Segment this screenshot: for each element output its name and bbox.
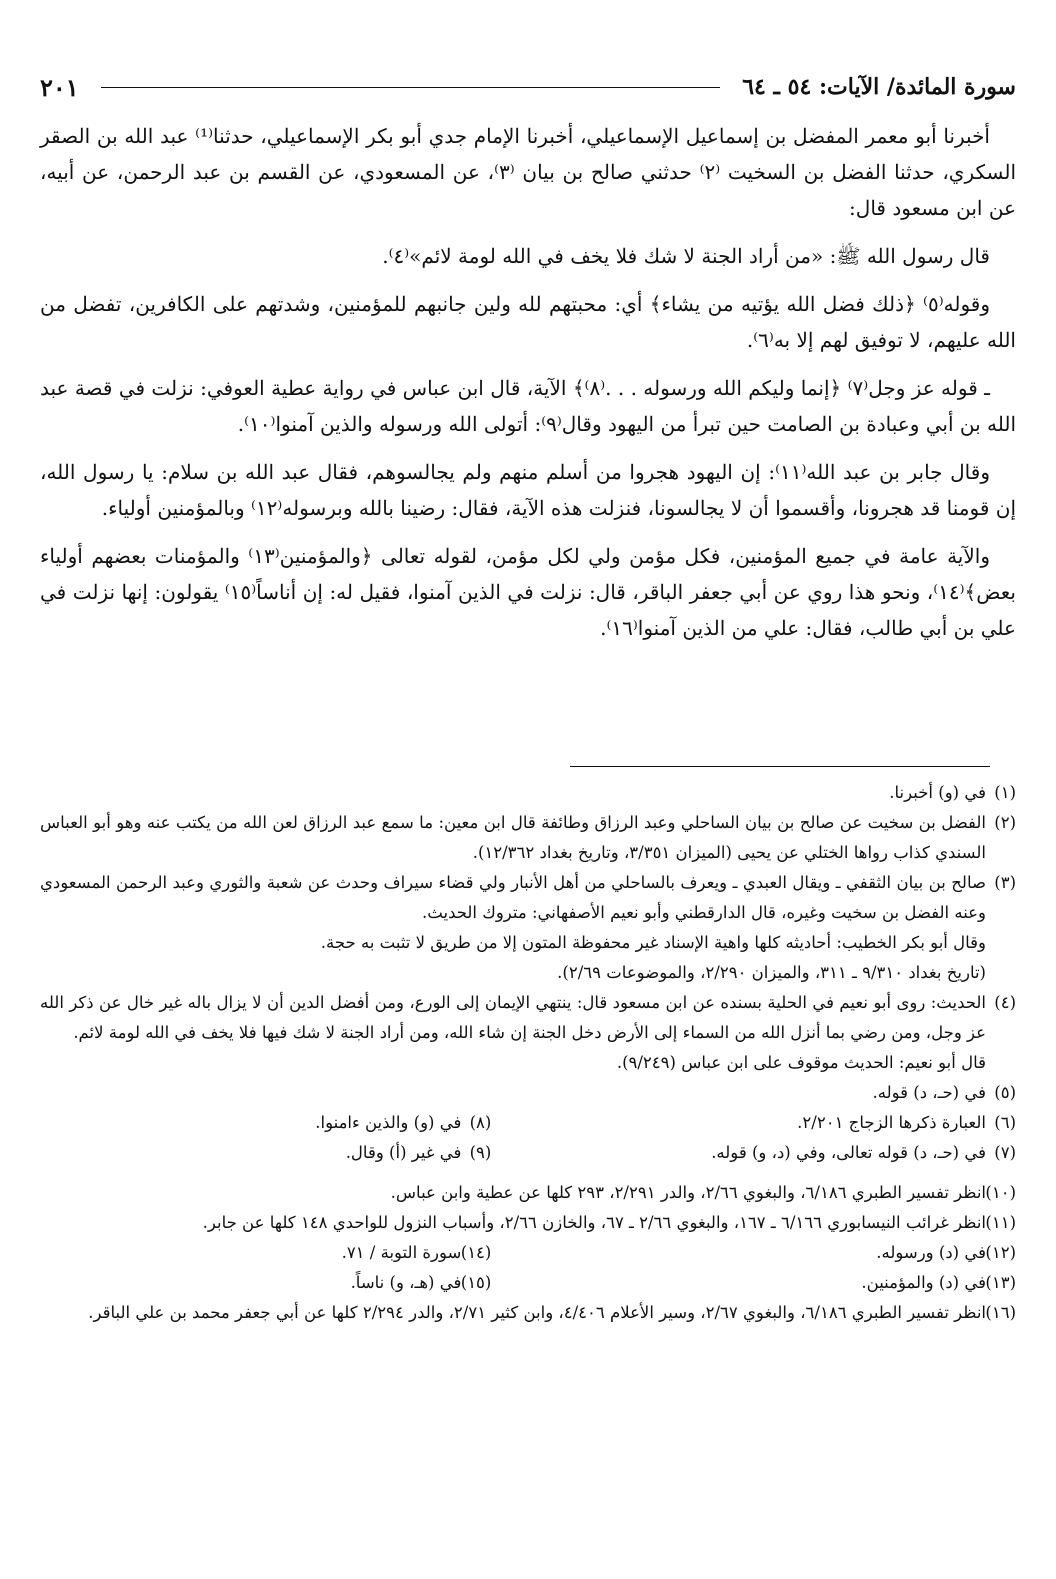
- footnote: [40, 1268, 491, 1298]
- footnote-text: صالح بن بيان الثقفي ـ ويقال العبدي ـ ويعرف بالساحلي من أهل الأنبار ولي قضاء سيراف وحدث عن شعبة والثوري وعبد الرحمن المسعودي وعنه الفضل بن سخيت وغيره، قال الدارقطني وأبو نعيم الأصفهاني: متروك الحديث.: [40, 873, 986, 922]
- footnote-number: (٨): [469, 1113, 492, 1132]
- footnote-row: [40, 1138, 1016, 1168]
- footnote-row: [40, 1268, 1016, 1298]
- footnote: [40, 778, 1016, 808]
- footnote-text: العبارة ذكرها الزجاج ٢/٢٠١.: [797, 1113, 986, 1132]
- paragraph: أخبرنا أبو معمر المفضل بن إسماعيل الإسماعيلي، أخبرنا الإمام جدي أبو بكر الإسماعيلي، حدثنا⁽¹⁾ عبد الله بن الصقر السكري، حدثنا الفضل بن السخيت ⁽٢⁾ حدثني صالح بن بيان ⁽٣⁾، عن المسعودي، عن القسم بن عبد الرحمن، عن أبيه، عن ابن مسعود قال:: [40, 124, 1017, 220]
- footnote-text: في (حـ، د) قوله تعالى، وفي (د، و) قوله.: [711, 1143, 986, 1162]
- footnote: [40, 808, 1016, 868]
- footnote-number: (٦): [994, 1113, 1016, 1132]
- footnote-text: في (و) والذين ءامنوا.: [315, 1113, 462, 1132]
- footnote-number: (٢): [994, 813, 1016, 832]
- footnote: [40, 1178, 1016, 1208]
- paragraph: وقوله⁽٥⁾ ﴿ذلك فضل الله يؤتيه من يشاء﴾ أي: محبتهم لله ولين جانبهم للمؤمنين، وشدتهم على الكافرين، تفضل من الله عليهم، لا توفيق لهم إلا به⁽٦⁾.: [40, 292, 1016, 352]
- footnote-text: في (د) والمؤمنين.: [861, 1273, 986, 1292]
- footnote-text: الفضل بن سخيت عن صالح بن بيان الساحلي وعبد الرزاق وطائفة قال ابن معين: ما سمع عبد الرزاق لعن الله من يكتب عنه وهو أبو العباس السندي كذاب رواها الختلي عن يحيى (الميزان ٣/٣٥١، وتاريخ بغداد ١٢/٣٦٢).: [40, 813, 986, 862]
- footnote: [40, 1108, 491, 1138]
- page-number: ٢٠١: [40, 72, 79, 102]
- footnote-number: (١٥): [460, 1273, 492, 1292]
- footnote: [491, 1268, 1016, 1298]
- footnote: [40, 1078, 1016, 1108]
- footnote-number: (٤): [994, 993, 1016, 1012]
- footnote-continuation: وقال أبو بكر الخطيب: أحاديثه كلها واهية الإسناد غير محفوظة المتون إلا من طريق لا تثبت به حجة.: [320, 933, 986, 952]
- footnote-text: في (هـ، و) ناساً.: [350, 1273, 462, 1292]
- paragraph: وقال جابر بن عبد الله⁽١١⁾: إن اليهود هجروا من أسلم منهم ولم يجالسوهم، فقال عبد الله بن سلام: يا رسول الله، إن قومنا قد هجرونا، وأقسموا أن لا يجالسونا، فنزلت هذه الآية، فقال: رضينا بالله وبرسوله⁽١٢⁾ وبالمؤمنين أولياء.: [40, 460, 1016, 520]
- footnote: [40, 988, 1016, 1048]
- footnote-number: (١٦): [985, 1303, 1016, 1322]
- footnote-text: انظر غرائب النيسابوري ٦/١٦٦ ـ ١٦٧، والبغوي ٢/٦٦ ـ ٦٧، والخازن ٢/٦٦، وأسباب النزول للواحدي ١٤٨ كلها عن جابر.: [202, 1213, 986, 1232]
- paragraph: ـ قوله عز وجل⁽٧⁾ ﴿إنما وليكم الله ورسوله . . .⁽٨⁾﴾ الآية، قال ابن عباس في رواية عطية العوفي: نزلت في قصة عبد الله بن أبي وعبادة بن الصامت حين تبرأ من اليهود وقال⁽٩⁾: أتولى الله ورسوله والذين آمنوا⁽١٠⁾.: [40, 376, 1016, 436]
- footnote: [40, 1298, 1016, 1328]
- footnote-number: (١٤): [460, 1243, 492, 1262]
- footnote-number: (٣): [994, 873, 1016, 892]
- footnote: [40, 1238, 491, 1268]
- footnote-row: [40, 1238, 1016, 1268]
- footnote: [491, 1138, 1016, 1168]
- footnote-number: (٩): [469, 1143, 492, 1162]
- footnote-continuation: قال أبو نعيم: الحديث موقوف على ابن عباس (٩/٢٤٩).: [616, 1053, 986, 1072]
- footnote-text: في (د) ورسوله.: [876, 1243, 986, 1262]
- main-text: [40, 118, 1016, 658]
- footnote-number: (٥): [994, 1083, 1016, 1102]
- footnote: [491, 1108, 1016, 1138]
- footnote-number: (٧): [994, 1143, 1016, 1162]
- footnote-row: [40, 1108, 1016, 1138]
- footnote-number: (١٣): [985, 1273, 1016, 1292]
- footnote: [40, 1208, 1016, 1238]
- footnote-continuation: (تاريخ بغداد ٩/٣١٠ ـ ٣١١، والميزان ٢/٢٩٠، والموضوعات ٢/٦٩).: [557, 963, 986, 982]
- footnote-separator: [570, 766, 990, 767]
- footnote-text: في غير (أ) وقال.: [345, 1143, 462, 1162]
- footnote-number: (١٢): [985, 1243, 1016, 1262]
- footnotes: [40, 778, 1016, 1328]
- footnote-text: في (و) أخبرنا.: [889, 783, 986, 802]
- running-header: [40, 70, 1016, 104]
- footnote-number: (١١): [985, 1213, 1016, 1232]
- header-rule: [101, 87, 721, 88]
- footnote: [40, 1138, 491, 1168]
- footnote-text: في (حـ، د) قوله.: [872, 1083, 986, 1102]
- paragraph: قال رسول الله ﷺ: «من أراد الجنة لا شك فلا يخف في الله لومة لائم»⁽٤⁾.: [382, 244, 990, 268]
- footnote-text: الحديث: روى أبو نعيم في الحلية بسنده عن ابن مسعود قال: ينتهي الإيمان إلى الورع، ومن أفضل الدين أن لا يزال باله غير خال عن ذكر الله عز وجل، ومن رضي بما أنزل الله من السماء إلى الأرض دخل الجنة إن شاء الله، ومن أراد الجنة لا شك فيها فلا يخف في الله لومة لائم.: [40, 993, 986, 1042]
- footnote-text: سورة التوبة / ٧١.: [341, 1243, 462, 1262]
- paragraph: والآية عامة في جميع المؤمنين، فكل مؤمن ولي لكل مؤمن، لقوله تعالى ﴿والمؤمنين⁽١٣⁾ والمؤمنات بعضهم أولياء بعض﴾⁽١٤⁾، ونحو هذا روي عن أبي جعفر الباقر، قال: نزلت في الذين آمنوا، فقيل له: إن أناساً⁽١٥⁾ يقولون: إنها نزلت في علي بن أبي طالب، فقال: علي من الذين آمنوا⁽١٦⁾.: [40, 544, 1016, 640]
- header-title: سورة المائدة/ الآيات: ٥٤ ـ ٦٤: [742, 74, 1016, 100]
- footnote-text: انظر تفسير الطبري ٦/١٨٦، والبغوي ٢/٦٧، وسير الأعلام ٤/٤٠٦، وابن كثير ٢/٧١، والدر ٢/٢٩٤ كلها عن أبي جعفر محمد بن علي الباقر.: [88, 1303, 986, 1322]
- footnote-number: (١٠): [985, 1183, 1016, 1202]
- footnote: [491, 1238, 1016, 1268]
- footnote-text: انظر تفسير الطبري ٦/١٨٦، والبغوي ٢/٦٦، والدر ٢/٢٩١، ٢٩٣ كلها عن عطية وابن عباس.: [390, 1183, 986, 1202]
- footnote: [40, 868, 1016, 928]
- footnote-number: (١): [994, 783, 1016, 802]
